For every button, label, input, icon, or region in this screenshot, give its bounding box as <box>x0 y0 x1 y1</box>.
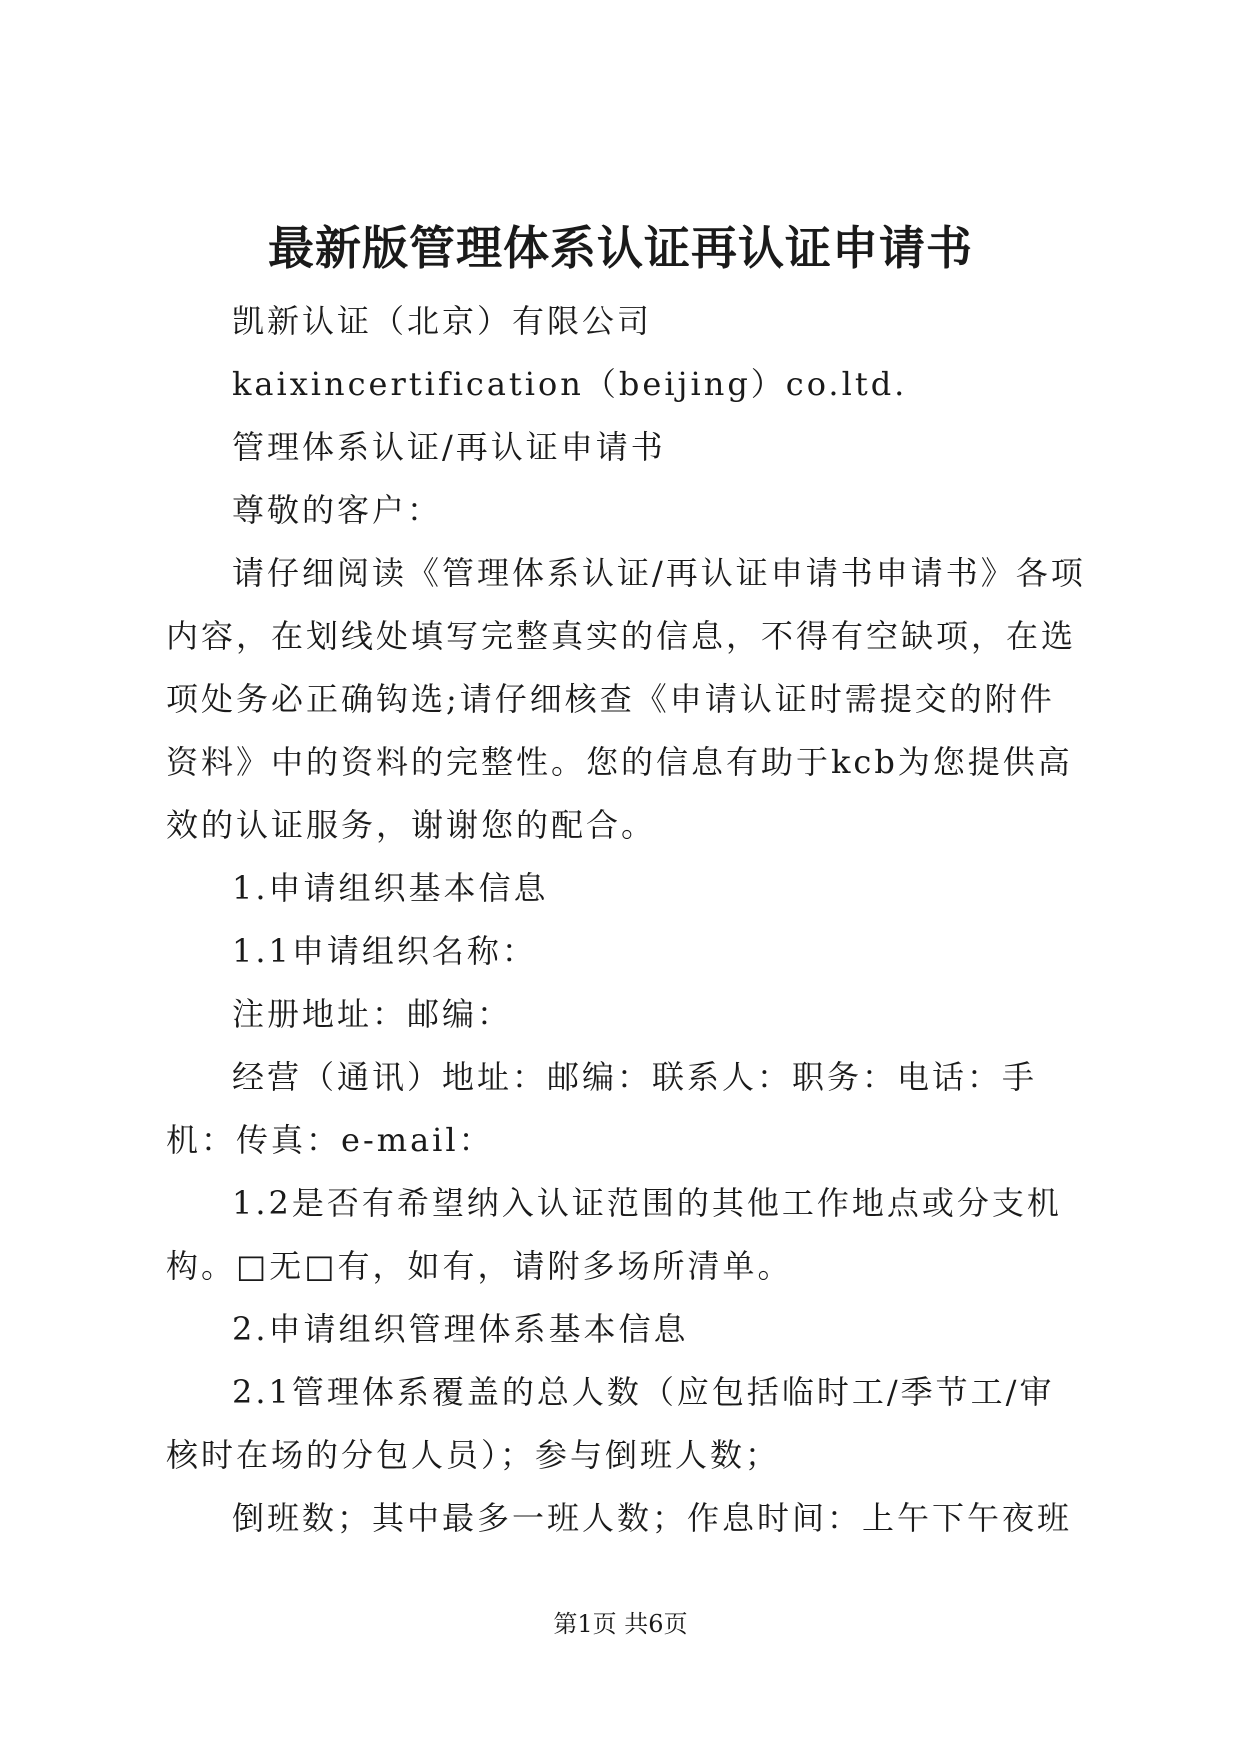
field-contact-info: 经营（通讯）地址：邮编：联系人：职务：电话：手机：传真：e-mail： <box>166 1058 1038 1159</box>
field-headcount: 2.1管理体系覆盖的总人数（应包括临时工/季节工/审核时在场的分包人员）；参与倒班人数； <box>166 1373 1055 1474</box>
section-heading-2: 2.申请组织管理体系基本信息 <box>232 1310 689 1348</box>
paragraph-instructions: 请仔细阅读《管理体系认证/再认证申请书申请书》各项内容，在划线处填写完整真实的信息，不得有空缺项，在选项处务必正确钩选;请仔细核查《申请认证时需提交的附件资料》中的资料的完整性。您的信息有助于kcb为您提供高效的认证服务，谢谢您的配合。 <box>166 554 1086 844</box>
paragraph-doc-name: 管理体系认证/再认证申请书 <box>232 428 666 466</box>
document-body <box>166 290 1086 1550</box>
page-footer: 第1页 共6页 <box>553 1610 688 1638</box>
document-title: 最新版管理体系认证再认证申请书 <box>268 221 973 275</box>
paragraph-company-en: kaixincertification（beijing）co.ltd. <box>232 365 908 403</box>
field-shifts: 倒班数；其中最多一班人数；作息时间：上午下午夜班 <box>232 1499 1073 1537</box>
paragraph-salutation: 尊敬的客户： <box>232 491 443 529</box>
section-heading-1: 1.申请组织基本信息 <box>232 869 549 907</box>
field-registered-address: 注册地址：邮编： <box>232 995 513 1033</box>
field-other-sites: 1.2是否有希望纳入认证范围的其他工作地点或分支机构。□无□有，如有，请附多场所清单。 <box>166 1184 1062 1285</box>
paragraph-company-cn: 凯新认证（北京）有限公司 <box>232 302 653 340</box>
field-org-name: 1.1申请组织名称： <box>232 932 537 970</box>
